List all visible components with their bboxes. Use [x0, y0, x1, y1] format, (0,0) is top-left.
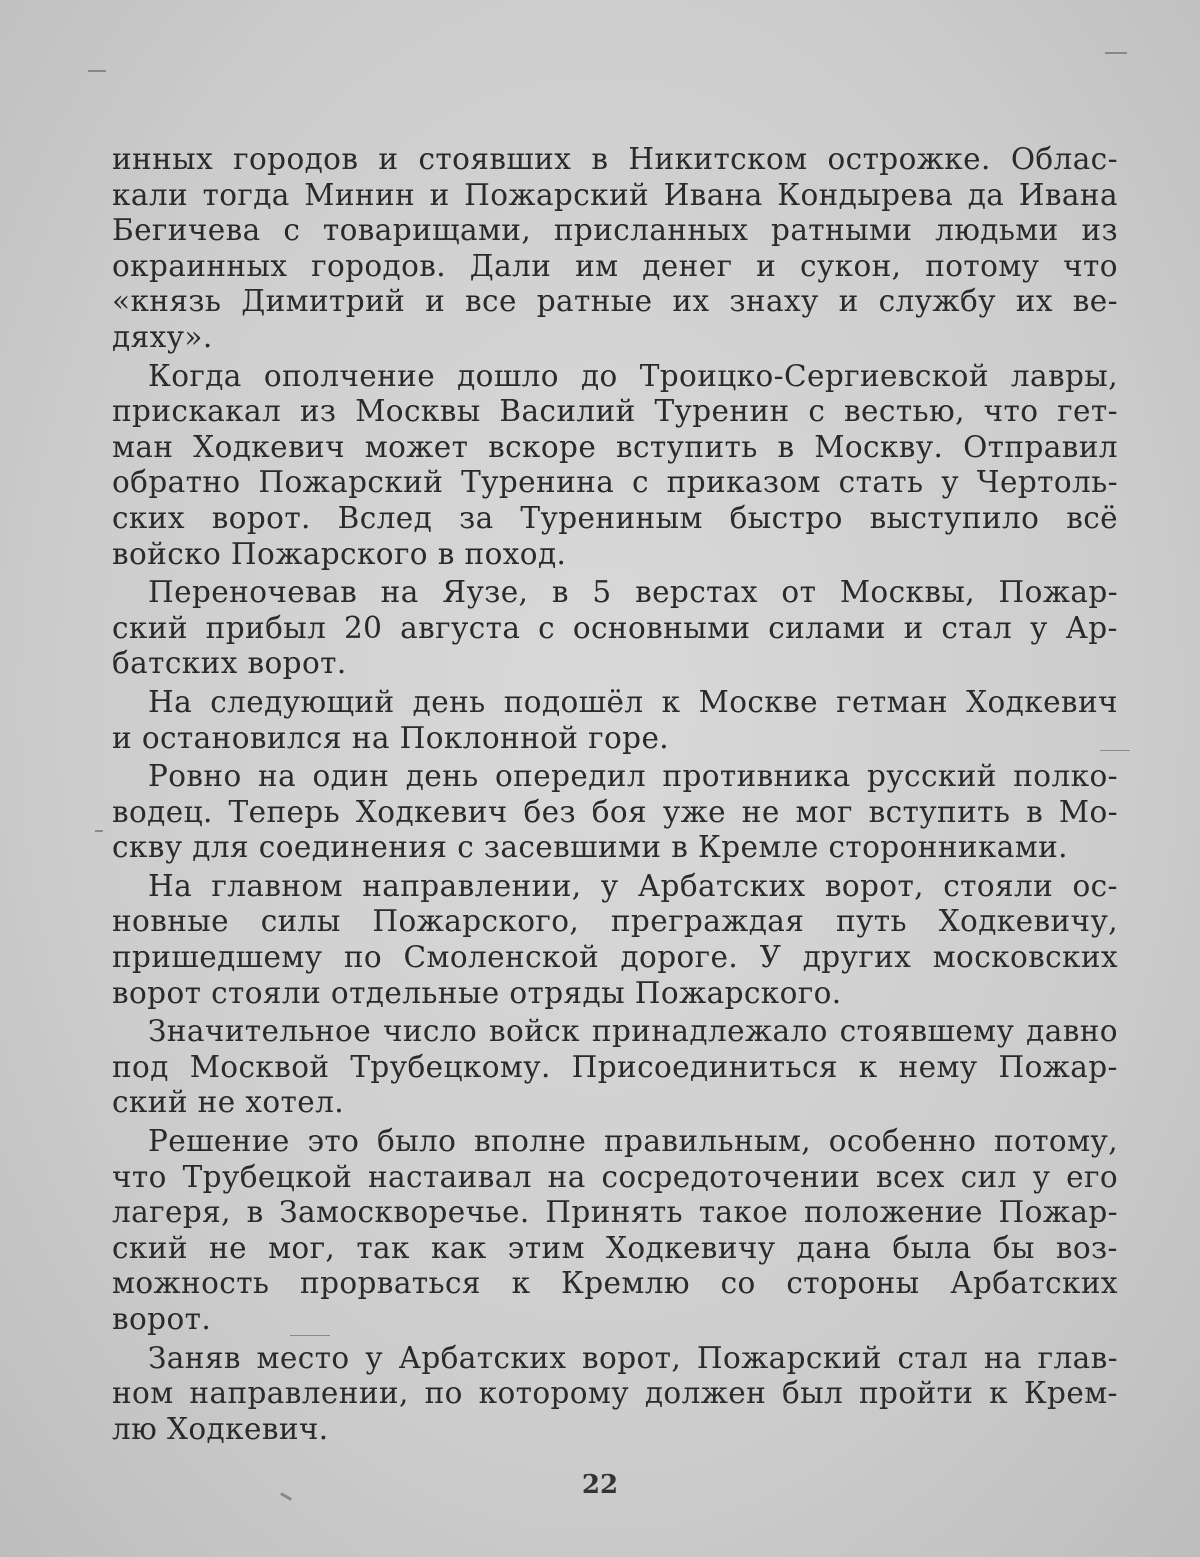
text-line: ном направлении, по которому должен был пройти к Крем-: [112, 1376, 1118, 1411]
text-line: пришедшему по Смоленской дороге. У других московских: [112, 940, 1118, 975]
paragraph: [112, 142, 1118, 356]
text-line: ворот.: [112, 1302, 212, 1336]
paragraph: [112, 359, 1118, 573]
paragraph: [112, 1014, 1118, 1121]
text-line: лагеря, в Замоскворечье. Принять такое положение Пожар-: [112, 1195, 1118, 1230]
print-speck: [88, 70, 106, 72]
text-line: ский не хотел.: [112, 1085, 345, 1120]
text-line: лю Ходкевич.: [112, 1411, 329, 1446]
text-line: Переночевав на Яузе, в 5 верстах от Москвы, Пожар-: [148, 575, 1118, 610]
text-line: прискакал из Москвы Василий Туренин с вестью, что гет-: [112, 394, 1118, 429]
text-line: Ровно на один день опередил противника русский полко-: [148, 759, 1118, 794]
text-line: Значительное число войск принадлежало стоявшему давно: [148, 1014, 1118, 1049]
text-line: инных городов и стоявших в Никитском острожке. Облас-: [112, 142, 1118, 176]
text-line: ман Ходкевич может вскоре вступить в Москву. Отправил: [112, 429, 1118, 464]
text-line: батских ворот.: [112, 646, 347, 681]
text-line: обратно Пожарский Туренина с приказом стать у Чертоль-: [112, 465, 1118, 500]
paragraph: [112, 869, 1118, 1011]
print-speck: [95, 830, 103, 832]
text-line: На главном направлении, у Арбатских ворот, стояли ос-: [148, 868, 1118, 903]
text-line: водец. Теперь Ходкевич без боя уже не мог вступить в Мо-: [112, 794, 1118, 829]
text-line: войско Пожарского в поход.: [112, 536, 567, 571]
text-line: ский не мог, так как этим Ходкевичу дана была бы воз-: [112, 1230, 1118, 1265]
text-line: «князь Димитрий и все ратные их знаху и службу их ве-: [112, 284, 1118, 319]
text-line: ворот стояли отдельные отряды Пожарского.: [112, 975, 842, 1010]
paragraph: [112, 1341, 1118, 1448]
text-line: ский прибыл 20 августа с основными силами и стал у Ар-: [112, 610, 1118, 645]
text-line: можность прорваться к Кремлю со стороны Арбатских: [112, 1266, 1118, 1301]
text-line: Бегичева с товарищами, присланных ратными людьми из: [112, 213, 1118, 248]
page-text: [112, 142, 1118, 1450]
page-number: 22: [581, 1470, 619, 1500]
text-line: На следующий день подошёл к Москве гетман Ходкевич: [148, 684, 1118, 719]
text-line: ских ворот. Вслед за Турениным быстро выступило всё: [112, 500, 1118, 535]
text-line: Когда ополчение дошло до Троицко-Сергиевской лавры,: [148, 358, 1118, 393]
print-speck: [290, 1335, 330, 1336]
paragraph: [112, 759, 1118, 866]
text-line: Заняв место у Арбатских ворот, Пожарский стал на глав-: [148, 1340, 1118, 1375]
text-line: окраинных городов. Дали им денег и сукон, потому что: [112, 248, 1118, 283]
text-line: дяху».: [112, 319, 213, 354]
text-line: что Трубецкой настаивал на сосредоточении всех сил у его: [112, 1159, 1118, 1194]
paragraph: [112, 575, 1118, 682]
text-line: кали тогда Минин и Пожарский Ивана Кондырева да Ивана: [112, 177, 1118, 212]
text-line: и остановился на Поклонной горе.: [112, 720, 670, 755]
print-speck: [1105, 52, 1127, 54]
print-speck: [1100, 750, 1130, 751]
text-line: под Москвой Трубецкому. Присоединиться к нему Пожар-: [112, 1049, 1118, 1084]
text-line: скву для соединения с засевшими в Кремле сторонниками.: [112, 830, 1068, 865]
paragraph: [112, 1124, 1118, 1338]
text-line: Решение это было вполне правильным, особенно потому,: [148, 1124, 1118, 1159]
text-line: новные силы Пожарского, преграждая путь Ходкевичу,: [112, 904, 1118, 939]
paragraph: [112, 685, 1118, 756]
